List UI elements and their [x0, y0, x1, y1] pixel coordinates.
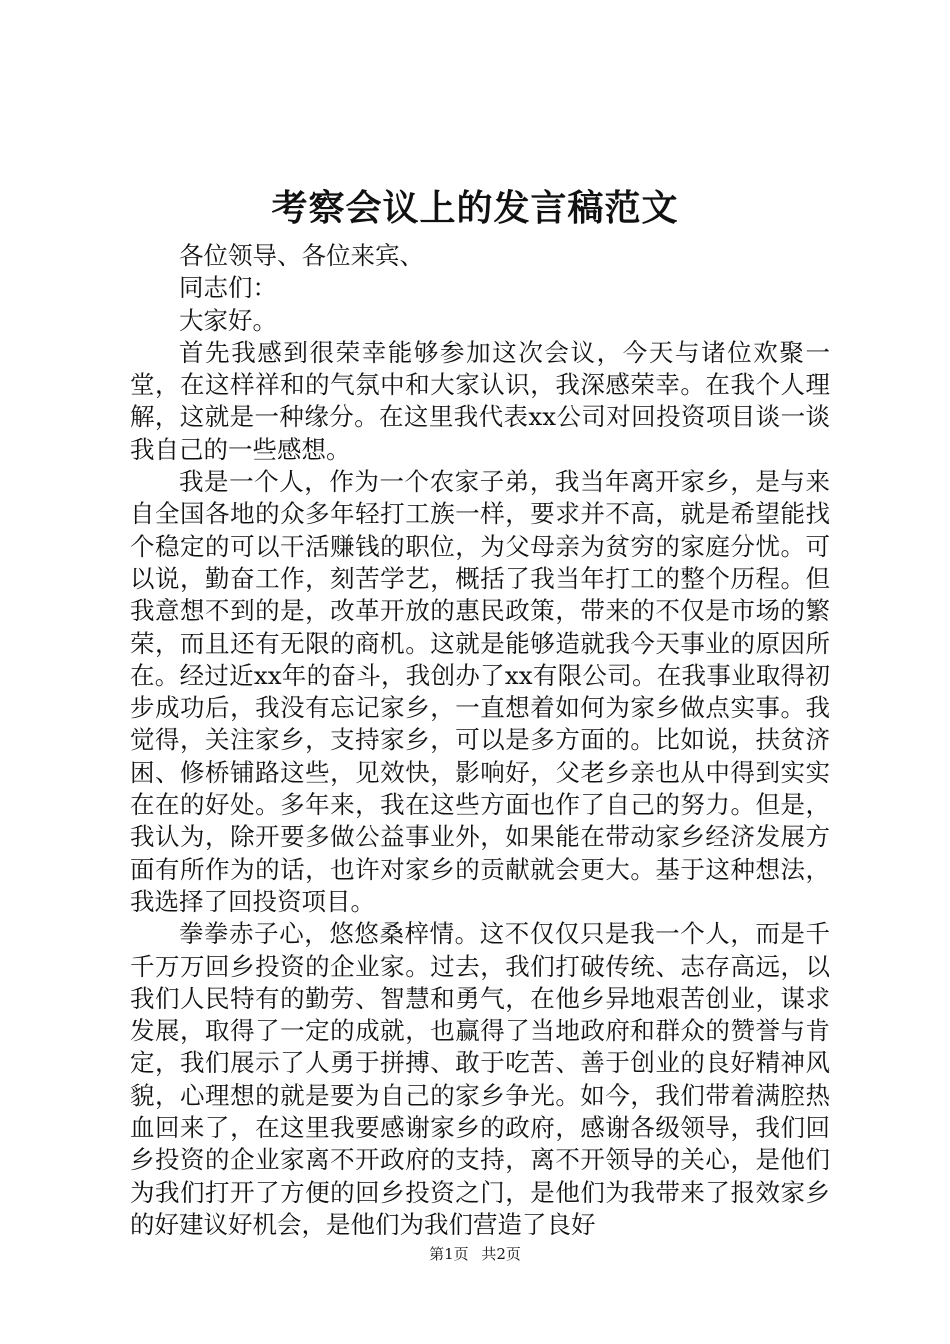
page-total: 共2页 [481, 1245, 521, 1263]
paragraph-background: 我是一个人，作为一个农家子弟，我当年离开家乡，是与来自全国各地的众多年轻打工族一样，要求并不高，就是希望能找个稳定的可以干活赚钱的职位，为父母亲为贫穷的家庭分忧。可以说，勤奋工作，刻苦学艺，概括了我当年打工的整个历程。但我意想不到的是，改革开放的惠民政策，带来的不仅是市场的繁荣，而且还有无限的商机。这就是能够造就我今天事业的原因所在。经过近xx年的奋斗，我创办了xx有限公司。在我事业取得初步成功后，我没有忘记家乡，一直想着如何为家乡做点实事。我觉得，关注家乡，支持家乡，可以是多方面的。比如说，扶贫济困、修桥铺路这些，见效快，影响好，父老乡亲也从中得到实实在在的好处。多年来，我在这些方面也作了自己的努力。但是，我认为，除开要多做公益事业外，如果能在带动家乡经济发展方面有所作为的话，也许对家乡的贡献就会更大。基于这种想法，我选择了回投资项目。 [130, 467, 830, 916]
document-body [130, 240, 830, 1241]
paragraph-salutation-2: 同志们： [179, 273, 277, 303]
page-footer [0, 1244, 950, 1264]
paragraph-greeting: 大家好。 [179, 305, 277, 335]
paragraph-opening: 首先我感到很荣幸能够参加这次会议，今天与诸位欢聚一堂，在这样祥和的气氛中和大家认识，我深感荣幸。在我个人理解，这就是一种缘分。在这里我代表xx公司对回投资项目谈一谈我自己的一些感想。 [130, 337, 830, 464]
paragraph-hometown: 拳拳赤子心，悠悠桑梓情。这不仅仅只是我一个人，而是千千万万回乡投资的企业家。过去，我们打破传统、志存高远，以我们人民特有的勤劳、智慧和勇气，在他乡异地艰苦创业，谋求发展，取得了一定的成就，也赢得了当地政府和群众的赞誉与肯定，我们展示了人勇于拼搏、敢于吃苦、善于创业的良好精神风貌，心理想的就是要为自己的家乡争光。如今，我们带着满腔热血回来了，在这里我要感谢家乡的政府，感谢各级领导，我们回乡投资的企业家离不开政府的支持，离不开领导的关心，是他们为我们打开了方便的回乡投资之门，是他们为我带来了报效家乡的好建议好机会，是他们为我们营造了良好 [130, 919, 830, 1239]
paragraph-salutation-1: 各位领导、各位来宾、 [179, 241, 424, 270]
document-title: 考察会议上的发言稿范文 [271, 187, 679, 229]
page-number: 第1页 [429, 1245, 469, 1263]
